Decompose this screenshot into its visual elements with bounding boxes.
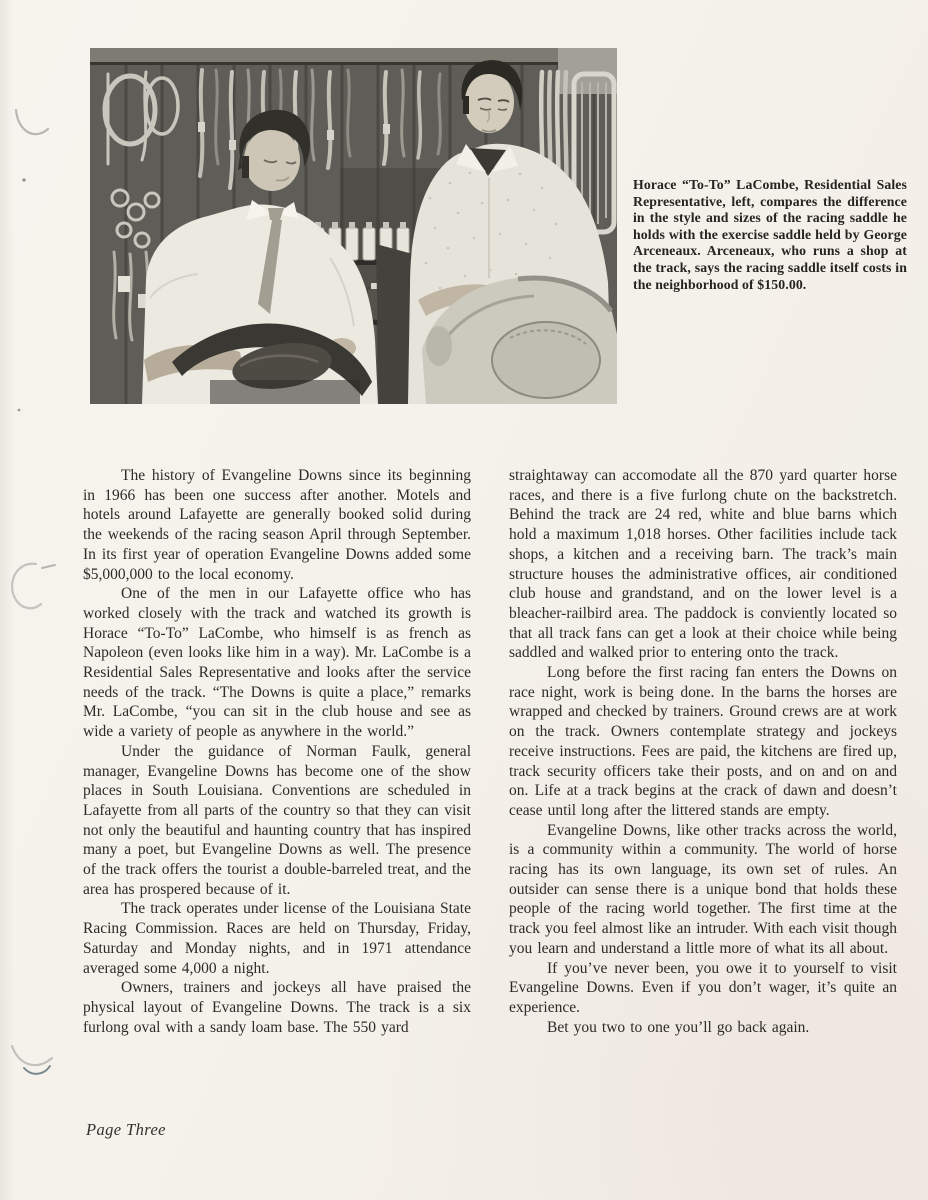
paragraph: Owners, trainers and jockeys all have praised the physical layout of Evangeline Downs. The track is a six furlong oval with a sandy loam base. The 550 yard [83, 979, 471, 1036]
page-number: Page Three [86, 1120, 166, 1139]
tack-shop-photo [90, 48, 617, 404]
article-column-right [509, 466, 897, 1037]
paragraph: One of the men in our Lafayette office who has worked closely with the track and watched its growth is Horace “To-To” LaCombe, who himself is as french as Napoleon (even looks like him in a way). Mr. LaCombe is a Residential Sales Representative and looks after the service needs of the track. “The Downs is quite a place,” remarks Mr. LaCombe, “you can sit in the club house and see as wide a variety of people as anywhere in the world.” [83, 585, 471, 741]
page-edge-shadow [0, 0, 14, 1200]
tack-shop-photo-illustration [90, 48, 617, 404]
paragraph: Under the guidance of Norman Faulk, general manager, Evangeline Downs has become one of the show places in South Louisiana. Conventions are scheduled in Lafayette from all parts of the country so that they can visit not only the beautiful and haunting country that has inspired many a poet, but Evangeline Downs as well. The presence of the track offers the tourist a double-barreled treat, and the area has prospered because of it. [83, 742, 471, 898]
paragraph: Long before the first racing fan enters the Downs on race night, work is being done. In the barns the horses are wrapped and checked by trainers. Ground crews are at work on the track. Owners contemplate strategy and jockeys receive instructions. Fees are paid, the kitchens are fired up, track security officers take their posts, and on and on and on. Life at a track begins at the crack of dawn and doesn’t cease until long after the littered stands are empty. [509, 664, 897, 819]
paragraph: straightaway can accomodate all the 870 yard quarter horse races, and there is a five furlong chute on the backstretch. Behind the track are 24 red, white and blue barns which hold a maximum 1,018 horses. Other facilities include tack shops, a kitchen and a receiving barn. The track’s main structure houses the administrative offices, air conditioned club house and grandstand, and on the lower level is a bleacher-railbird area. The paddock is conviently located so that all track fans can get a look at their choice while being saddled and walked prior to entering onto the track. [509, 467, 897, 662]
paragraph: The history of Evangeline Downs since its beginning in 1966 has been one success after another. Motels and hotels around Lafayette are generally booked solid during the weekends of the racing season April through September. In its first year of operation Evangeline Downs added some $5,000,000 to the local economy. [83, 467, 471, 583]
paragraph: If you’ve never been, you owe it to yourself to visit Evangeline Downs. Even if you don’t wager, it’s quite an experience. [509, 959, 897, 1016]
article-column-left [83, 466, 471, 1037]
paragraph: Bet you two to one you’ll go back again. [547, 1018, 810, 1036]
paragraph: Evangeline Downs, like other tracks across the world, is a community within a community. The world of horse racing has its own language, its own set of rules. An outsider can sense there is a unique bond that holds these people of the racing world together. The first time at the track you feel almost like an intruder. With each visit though you learn and understand a little more of what its all about. [509, 821, 897, 957]
paragraph: The track operates under license of the Louisiana State Racing Commission. Races are held on Thursday, Friday, Saturday and Monday nights, and in 1971 attendance averaged some 4,000 a night. [83, 900, 471, 977]
photo-caption: Horace “To-To” LaCombe, Residential Sales Representative, left, compares the difference in the style and sizes of the racing saddle he holds with the exercise saddle held by George Arceneaux. Arceneaux, who runs a shop at the track, says the racing saddle itself costs in the neighborhood of $150.00. [633, 177, 907, 292]
article-body [83, 466, 897, 1037]
